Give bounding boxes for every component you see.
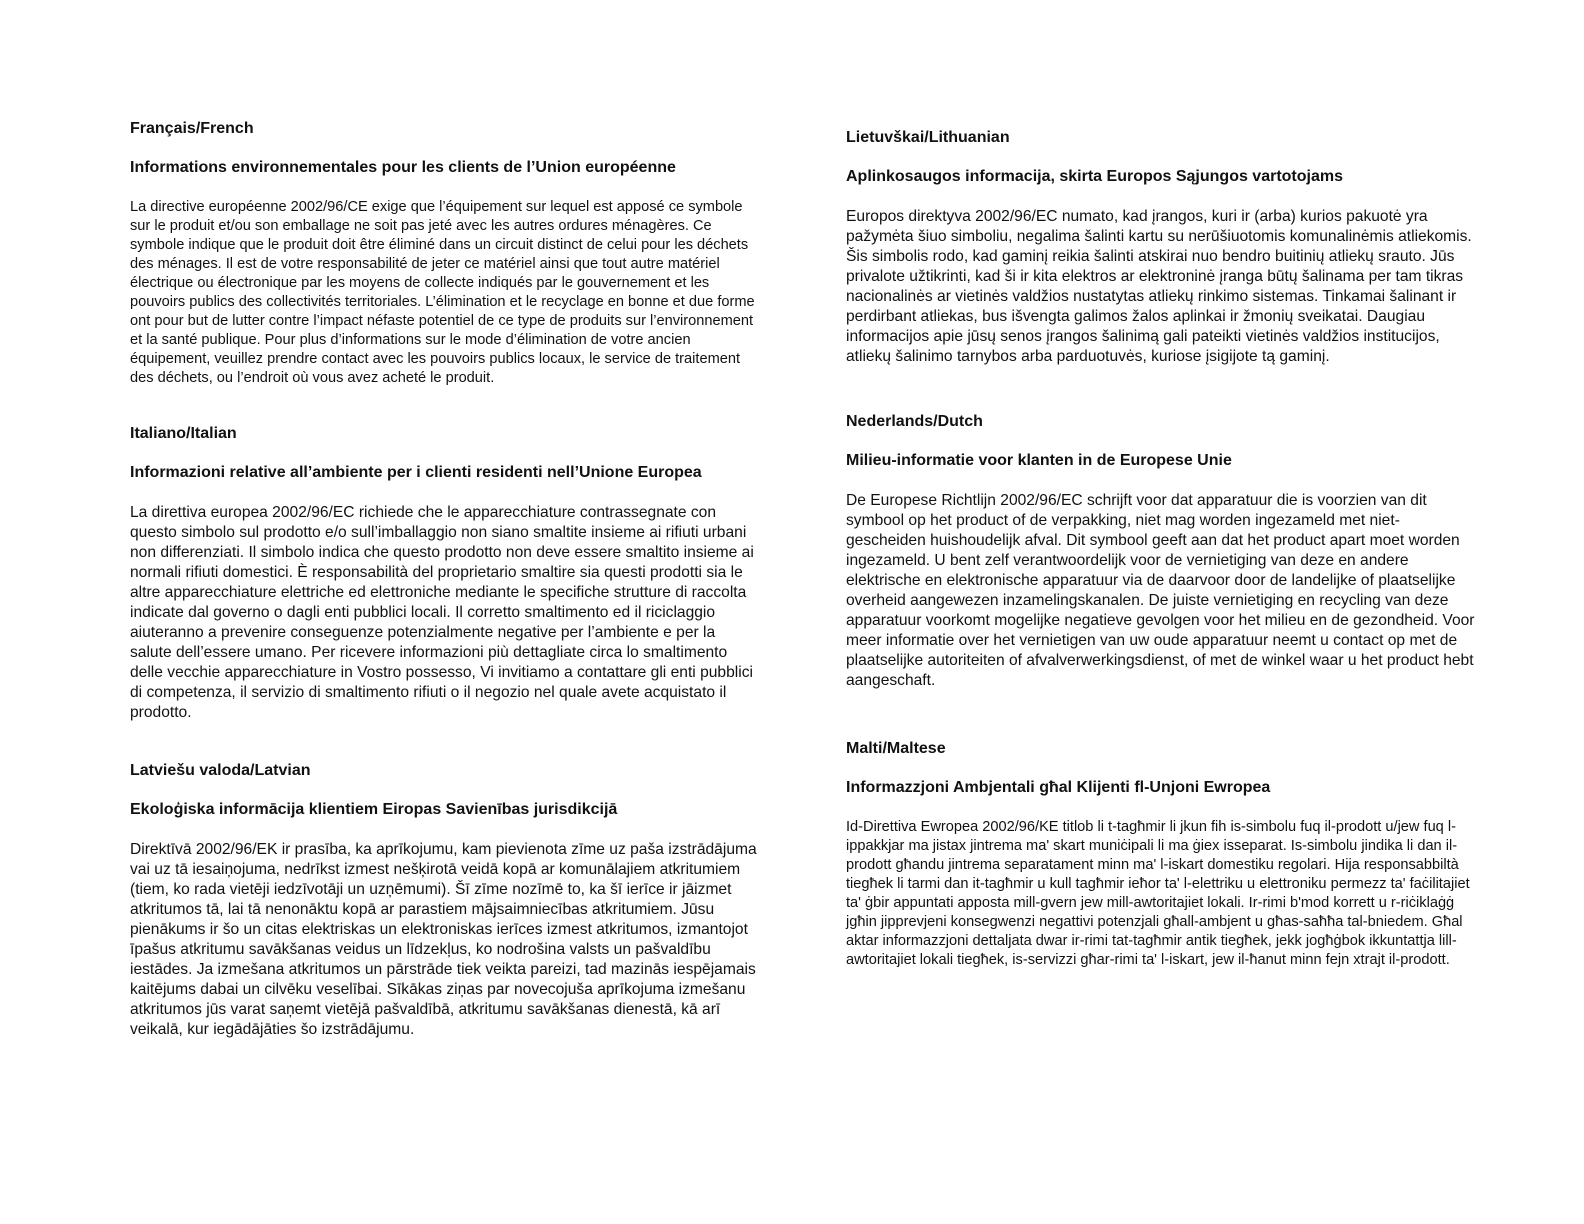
section-body: La direttiva europea 2002/96/EC richiede che le apparecchiature contrassegnate con questo simbolo sul prodotto e/o sull’imballaggio non siano smaltite insieme ai rifiuti urbani non differenziati. Il simbolo indica che questo prodotto non deve essere smaltito insieme ai normali rifiuti domestici. È responsabilità del proprietario smaltire sia questi prodotti sia le altre apparecchiature elettriche ed elettroniche mediante le specifiche strutture di raccolta indicate dal governo o dagli enti pubblici locali. Il corretto smaltimento ed il riciclaggio aiuteranno a prevenire conseguenze potenzialmente negative per l’ambiente e per la salute dell’essere umano. Per ricevere informazioni più dettagliate circa lo smaltimento delle vecchie apparecchiature in Vostro possesso, Vi invitiamo a contattare gli enti pubblici di competenza, il servizio di smaltimento rifiuti o il negozio nel quale avete acquistato il prodotto. — [130, 504, 754, 721]
section-body: Europos direktyva 2002/96/EC numato, kad įrangos, kuri ir (arba) kurios pakuotė yra pažymėta šiuo simboliu, negalima šalinti kartu su nerūšiuotomis komunalinėmis atliekomis. Šis simbolis rodo, kad gaminį reikia šalinti atskirai nuo bendro buitinių atliekų srauto. Jūs privalote užtikrinti, kad ši ir kita elektros ar elektroninė įranga būtų šalinama per tam tikras nacionalinės ar vietinės valdžios nustatytas atliekų rinkimo sistemas. Tinkamai šalinant ir perdirbant atliekas, bus išvengta galimos žalos aplinkai ir žmonių sveikatai. Daugiau informacijos apie jūsų senos įrangos šalinimą gali pateikti vietinės valdžios institucijos, atliekų šalinimo tarnybos arba parduotuvės, kuriose įsigijote tą gaminį. — [846, 208, 1472, 365]
section-lithuanian — [846, 128, 1476, 367]
section-body: Id-Direttiva Ewropea 2002/96/KE titlob li t-tagħmir li jkun fih is-simbolu fuq il-prodott u/jew fuq l-ippakkjar ma jistax jintrema ma' skart muniċipali li ma ġiex isseparat. Is-simbolu jindika li dan il-prodott għandu jintrema separatament minn ma' l-iskart domestiku regolari. Hija responsabbiltà tiegħek li tarmi dan it-tagħmir u kull tagħmir ieħor ta' l-elettriku u elettroniku permezz ta' faċilitajiet ta' ġbir appuntati apposta mill-gvern jew mill-awtoritajiet lokali. Ir-rimi b'mod korrett u r-riċiklaġġ jgħin jipprevjeni konsegwenzi negattivi potenzjali għall-ambjent u għas-saħħa tal-bniedem. Għal aktar informazzjoni dettaljata dwar ir-rimi tat-tagħmir antik tiegħek, jekk jogħġbok ikkuntattja lill-awtoritajiet lokali tiegħek, is-servizzi għar-rimi ta' l-iskart, jew il-ħanut minn fejn xtrajt il-prodott. — [846, 819, 1470, 968]
language-heading: Malti/Maltese — [846, 740, 946, 757]
section-french — [130, 119, 760, 388]
language-heading: Français/French — [130, 120, 254, 137]
section-latvian — [130, 761, 760, 1040]
section-title: Ekoloģiska informācija klientiem Eiropas Savienības jurisdikcijā — [130, 801, 618, 818]
section-maltese — [846, 739, 1476, 970]
section-title: Informations environnementales pour les clients de l’Union européenne — [130, 159, 676, 176]
section-body: De Europese Richtlijn 2002/96/EC schrijft voor dat apparatuur die is voorzien van dit symbool op het product of de verpakking, niet mag worden ingezameld met niet-gescheiden huishoudelijk afval. Dit symbool geeft aan dat het product apart moet worden ingezameld. U bent zelf verantwoordelijk voor de vernietiging van deze en andere elektrische en elektronische apparatuur via de daarvoor door de landelijke of plaatselijke overheid aangewezen inzamelingskanalen. De juiste vernietiging en recycling van deze apparatuur voorkomt mogelijke negatieve gevolgen voor het milieu en de gezondheid. Voor meer informatie over het vernietigen van uw oude apparatuur neemt u contact op met de plaatselijke autoriteiten of afvalverwerkingsdienst, of met de winkel waar u het product hebt aangeschaft. — [846, 492, 1475, 689]
section-italian — [130, 424, 760, 723]
section-title: Informazzjoni Ambjentali għal Klijenti fl-Unjoni Ewropea — [846, 779, 1271, 796]
section-body: La directive européenne 2002/96/CE exige que l’équipement sur lequel est apposé ce symbole sur le produit et/ou son emballage ne soit pas jeté avec les autres ordures ménagères. Ce symbole indique que le produit doit être éliminé dans un circuit distinct de celui pour les déchets des ménages. Il est de votre responsabilité de jeter ce matériel ainsi que tout autre matériel électrique ou électronique par les moyens de collecte indiqués par le gouvernement et les pouvoirs publics des collectivités territoriales. L’élimination et le recyclage en bonne et due forme ont pour but de lutter contre l’impact néfaste potentiel de ce type de produits sur l’environnement et la santé publique. Pour plus d’informations sur le mode d’élimination de votre ancien équipement, veuillez prendre contact avec les pouvoirs publics locaux, le service de traitement des déchets, ou l’endroit où vous avez acheté le produit. — [130, 199, 755, 386]
section-title: Aplinkosaugos informacija, skirta Europos Sąjungos vartotojams — [846, 168, 1343, 185]
section-title: Milieu-informatie voor klanten in de Europese Unie — [846, 452, 1232, 469]
language-heading: Italiano/Italian — [130, 425, 237, 442]
section-title: Informazioni relative all’ambiente per i clienti residenti nell’Unione Europea — [130, 464, 702, 481]
language-heading: Nederlands/Dutch — [846, 413, 983, 430]
language-heading: Lietuvškai/Lithuanian — [846, 129, 1010, 146]
section-body: Direktīvā 2002/96/EK ir prasība, ka aprīkojumu, kam pievienota zīme uz paša izstrādājuma vai uz tā iesaiņojuma, nedrīkst izmest nešķirotā veidā kopā ar komunālajiem atkritumiem (tiem, ko rada vietēji iedzīvotāji un uzņēmumi). Šī zīme nozīmē to, ka šī ierīce ir jāizmet atkritumos tā, lai tā nenonāktu kopā ar parastiem mājsaimniecības atkritumiem. Jūsu pienākums ir šo un citas elektriskas un elektroniskas ierīces izmest atkritumos, izmantojot īpašus atkritumu savākšanas veidus un līdzekļus, ko nodrošina valsts un pašvaldību iestādes. Ja izmešana atkritumos un pārstrāde tiek veikta pareizi, tad mazinās iespējamais kaitējums dabai un cilvēku veselībai. Sīkākas ziņas par novecojuša aprīkojuma izmešanu atkritumos jūs varat saņemt vietējā pašvaldībā, atkritumu savākšanas dienestā, kā arī veikalā, kur iegādājāties šo izstrādājumu. — [130, 841, 757, 1038]
language-heading: Latviešu valoda/Latvian — [130, 762, 311, 779]
section-dutch — [846, 412, 1476, 691]
